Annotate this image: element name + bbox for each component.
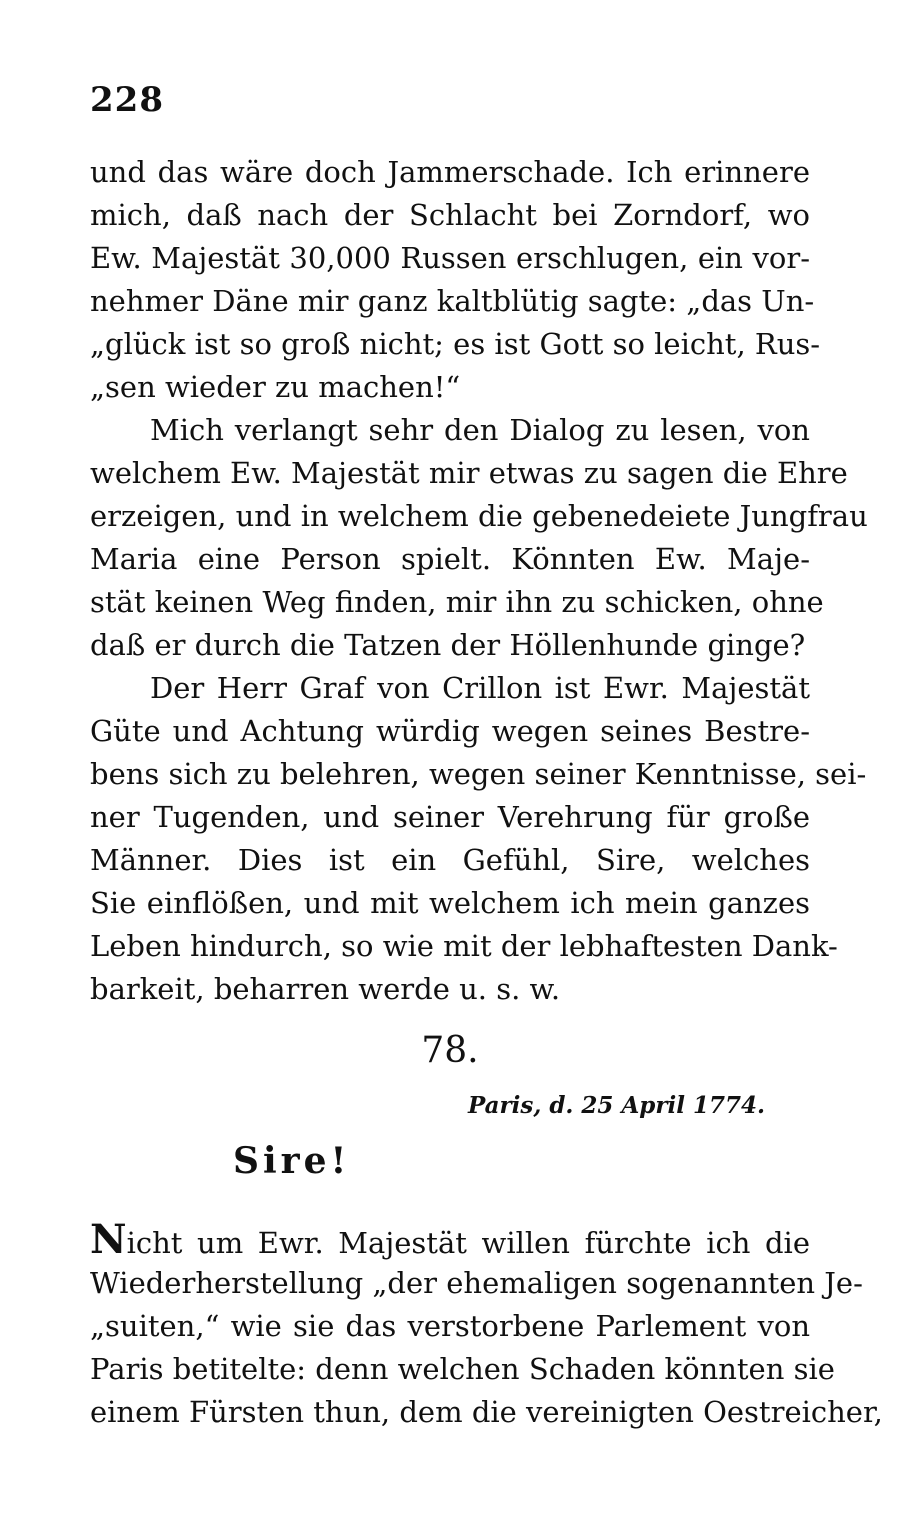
drop-cap: N [90,1216,127,1263]
text-line: bens sich zu belehren, wegen seiner Kenntnisse, sei- [90,757,867,791]
text-line: barkeit, beharren werde u. s. w. [90,972,561,1006]
text-line: erzeigen, und in welchem die gebenedeiete Jungfrau [90,499,868,533]
text-line: Wiederherstellung „der ehemaligen sogenannten Je- [90,1266,863,1300]
text-line: und das wäre doch Jammerschade. Ich erinnere [90,155,810,189]
text-line [90,1216,810,1263]
letter-number: 78. [421,1030,479,1071]
text-line: Der Herr Graf von Crillon ist Ewr. Majestät [150,671,810,705]
text-line: ner Tugenden, und seiner Verehrung für große [90,800,810,834]
salutation: Sire! [233,1140,351,1182]
text-line: mich, daß nach der Schlacht bei Zorndorf, wo [90,198,810,232]
text-line: Maria eine Person spielt. Könnten Ew. Maje- [90,542,810,576]
text-line: welchem Ew. Majestät mir etwas zu sagen die Ehre [90,456,848,490]
text-line: „glück ist so groß nicht; es ist Gott so leicht, Rus- [90,327,821,361]
text-line: Männer. Dies ist ein Gefühl, Sire, welches [90,843,810,877]
text-line: einem Fürsten thun, dem die vereinigten Oestreicher, [90,1395,883,1429]
text-line: Paris betitelte: denn welchen Schaden könnten sie [90,1352,835,1386]
text-line-rest: icht um Ewr. Majestät willen fürchte ich die [126,1226,810,1260]
text-line: nehmer Däne mir ganz kaltblütig sagte: „das Un- [90,284,815,318]
text-line: Leben hindurch, so wie mit der lebhaftesten Dank- [90,929,838,963]
text-line: Güte und Achtung würdig wegen seines Bestre- [90,714,810,748]
dateline: Paris, d. 25 April 1774. [467,1092,765,1119]
text-line: daß er durch die Tatzen der Höllenhunde ginge? [90,628,806,662]
text-line: „sen wieder zu machen!“ [90,370,461,404]
text-line: „suiten,“ wie sie das verstorbene Parlement von [90,1309,810,1343]
page-number: 228 [90,80,164,120]
text-line: Mich verlangt sehr den Dialog zu lesen, von [150,413,810,447]
text-line: Sie einflößen, und mit welchem ich mein ganzes [90,886,810,920]
text-line: Ew. Majestät 30,000 Russen erschlugen, ein vor- [90,241,810,275]
text-line: stät keinen Weg finden, mir ihn zu schicken, ohne [90,585,824,619]
